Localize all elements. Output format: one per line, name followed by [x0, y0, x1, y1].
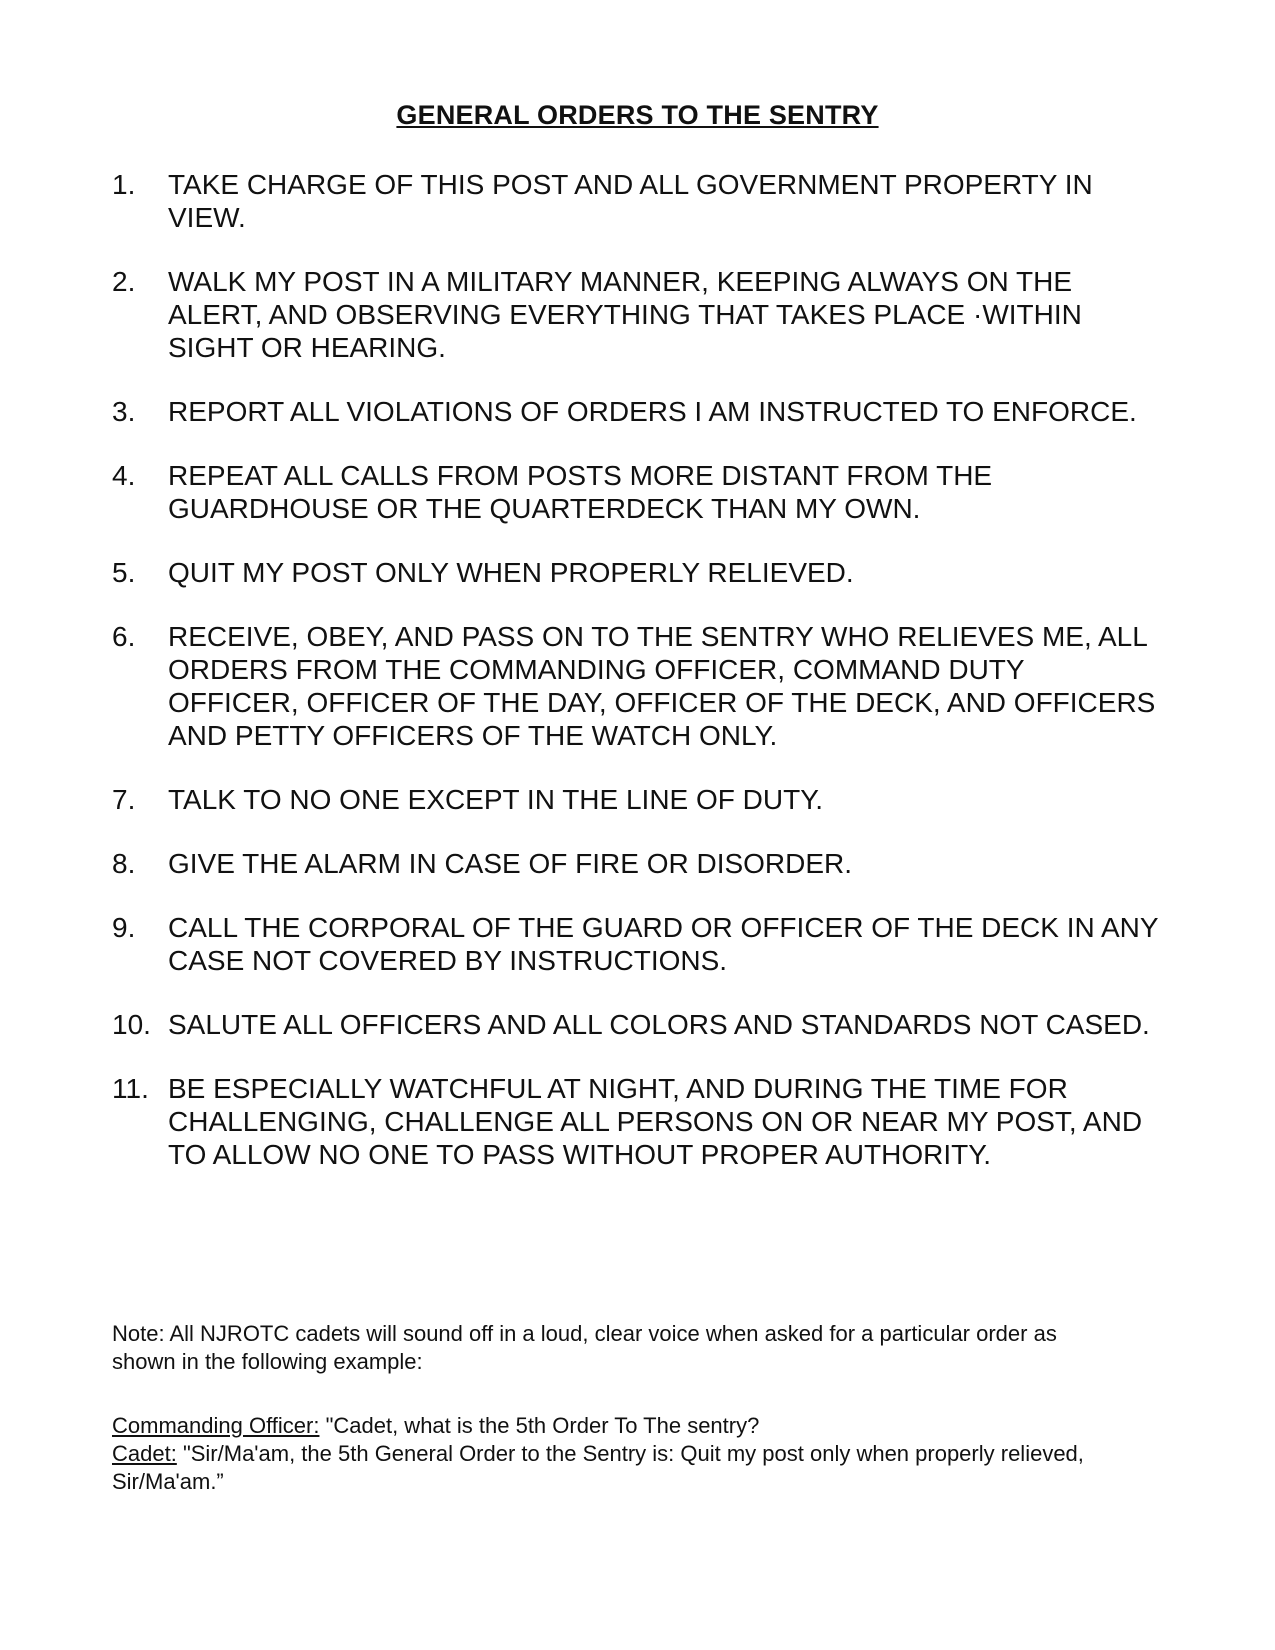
orders-list — [112, 168, 1162, 1202]
order-number: 5. — [112, 557, 136, 588]
order-text: SALUTE ALL OFFICERS AND ALL COLORS AND STANDARDS NOT CASED. — [168, 1009, 1150, 1040]
order-text: BE ESPECIALLY WATCHFUL AT NIGHT, AND DURING THE TIME FOR CHALLENGING, CHALLENGE ALL PERSONS ON OR NEAR MY POST, AND TO ALLOW NO ONE TO PASS WITHOUT PROPER AUTHORITY. — [168, 1073, 1143, 1170]
order-text: TAKE CHARGE OF THIS POST AND ALL GOVERNMENT PROPERTY IN VIEW. — [168, 169, 1093, 233]
order-number: 8. — [112, 848, 136, 879]
order-number: 11. — [112, 1073, 149, 1104]
order-text: GIVE THE ALARM IN CASE OF FIRE OR DISORDER. — [168, 848, 853, 879]
order-number: 10. — [112, 1009, 151, 1040]
order-text: CALL THE CORPORAL OF THE GUARD OR OFFICER OF THE DECK IN ANY CASE NOT COVERED BY INSTRUCTIONS. — [168, 912, 1159, 976]
order-number: 6. — [112, 621, 136, 652]
order-number: 1. — [112, 169, 136, 200]
cadet-speaker-label: Cadet: — [112, 1441, 177, 1466]
order-item — [112, 783, 1162, 816]
order-item — [112, 395, 1162, 428]
order-item — [112, 1072, 1162, 1171]
order-item — [112, 168, 1162, 234]
officer-question: "Cadet, what is the 5th Order To The sentry? — [319, 1413, 760, 1438]
order-number: 2. — [112, 266, 136, 297]
order-item — [112, 556, 1162, 589]
order-text: WALK MY POST IN A MILITARY MANNER, KEEPING ALWAYS ON THE ALERT, AND OBSERVING EVERYTHING THAT TAKES PLACE ·WITHIN SIGHT OR HEARING. — [168, 266, 1082, 363]
order-item — [112, 265, 1162, 364]
officer-line — [112, 1412, 1172, 1440]
cadet-line — [112, 1440, 1172, 1496]
note-paragraph: Note: All NJROTC cadets will sound off in a loud, clear voice when asked for a particular order as shown in the following example: — [112, 1321, 1057, 1374]
order-item — [112, 459, 1162, 525]
order-number: 7. — [112, 784, 136, 815]
order-item — [112, 847, 1162, 880]
cadet-answer: "Sir/Ma'am, the 5th General Order to the Sentry is: Quit my post only when properly relieved, Sir/Ma'am.” — [112, 1441, 1084, 1494]
order-text: TALK TO NO ONE EXCEPT IN THE LINE OF DUTY. — [168, 784, 824, 815]
order-number: 9. — [112, 912, 136, 943]
order-text: RECEIVE, OBEY, AND PASS ON TO THE SENTRY WHO RELIEVES ME, ALL ORDERS FROM THE COMMANDING OFFICER, COMMAND DUTY OFFICER, OFFICER OF THE DAY, OFFICER OF THE DECK, AND OFFICERS AND PETTY OFFICERS OF THE WATCH ONLY. — [168, 621, 1156, 751]
order-text: REPEAT ALL CALLS FROM POSTS MORE DISTANT FROM THE GUARDHOUSE OR THE QUARTERDECK THAN MY OWN. — [168, 460, 993, 524]
order-number: 3. — [112, 396, 136, 427]
order-number: 4. — [112, 460, 136, 491]
order-item — [112, 911, 1162, 977]
example-exchange — [112, 1412, 1172, 1496]
order-text: QUIT MY POST ONLY WHEN PROPERLY RELIEVED. — [168, 557, 854, 588]
officer-speaker-label: Commanding Officer: — [112, 1413, 320, 1438]
page-title: GENERAL ORDERS TO THE SENTRY — [396, 100, 879, 130]
order-item — [112, 1008, 1162, 1041]
order-text: REPORT ALL VIOLATIONS OF ORDERS I AM INSTRUCTED TO ENFORCE. — [168, 396, 1137, 427]
order-item — [112, 620, 1162, 752]
